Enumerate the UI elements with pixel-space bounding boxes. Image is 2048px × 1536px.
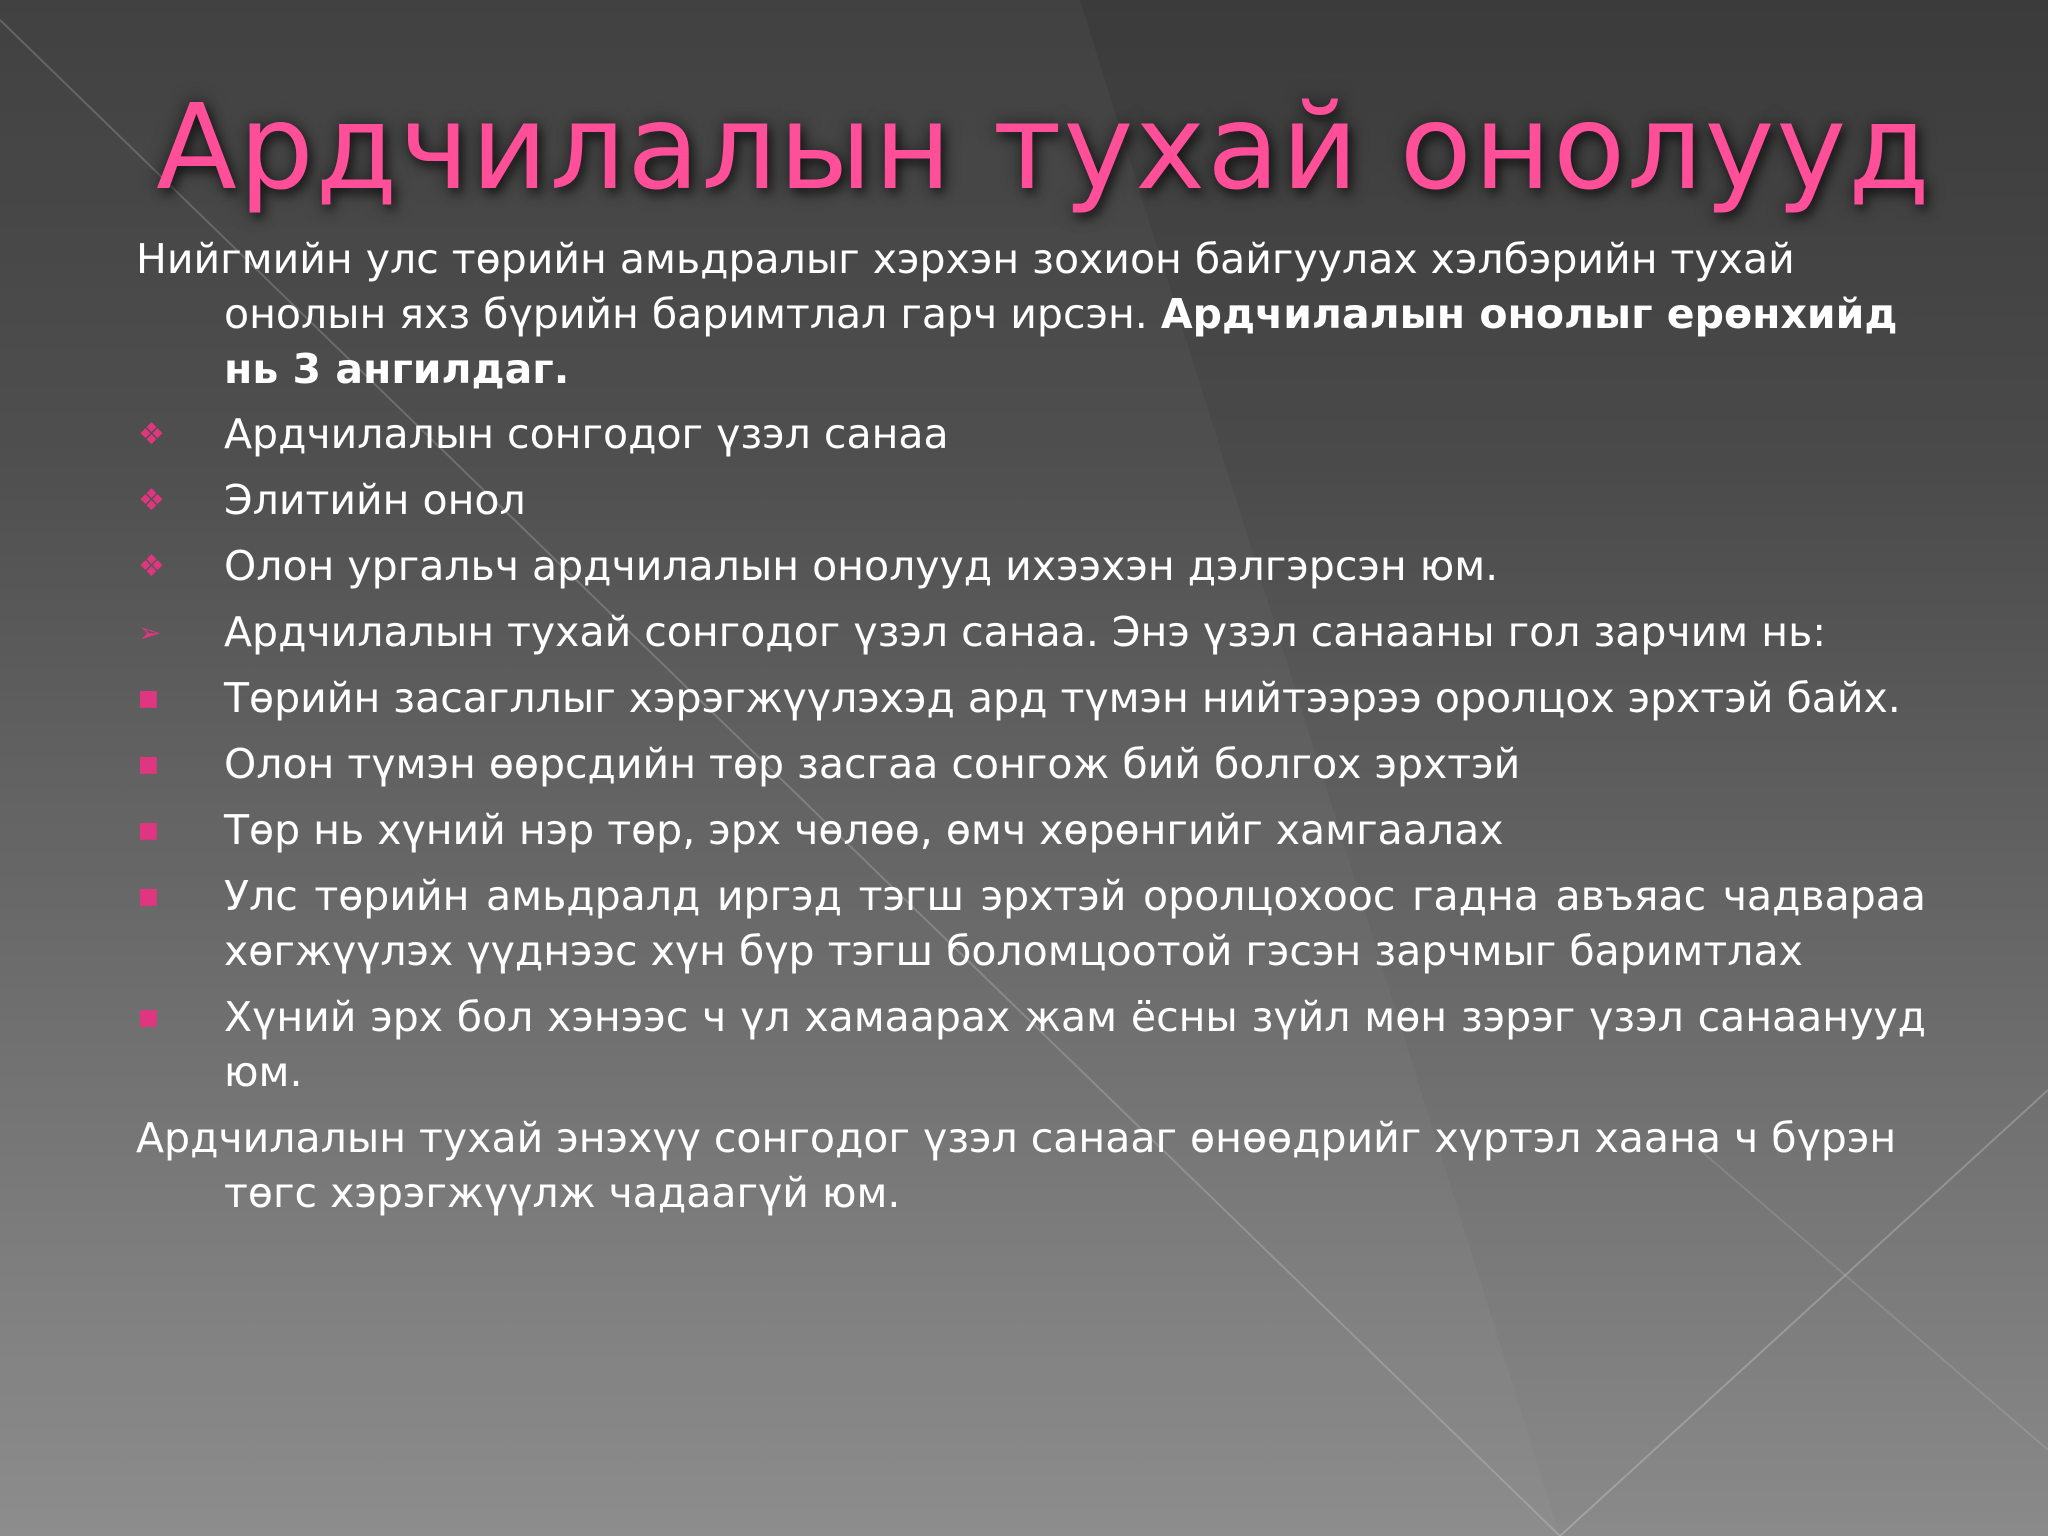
list-item-principle-2 — [136, 737, 1926, 792]
square-icon: ■ — [138, 884, 159, 909]
diamond-flower-icon: ❖ — [138, 483, 165, 518]
diamond-flower-icon: ❖ — [138, 417, 165, 452]
list-item-principle-5 — [136, 990, 1926, 1100]
arrowhead-icon: ➢ — [138, 616, 162, 649]
slide-title: Ардчилалын тухай онолууд — [156, 78, 1932, 216]
list-item-text: Ардчилалын тухай сонгодог үзэл санаа. Энэ үзэл санааны гол зарчим нь: — [224, 608, 1827, 656]
list-item-classical-heading — [136, 605, 1926, 660]
diamond-flower-icon: ❖ — [138, 549, 165, 584]
list-item-text: Төр нь хүний нэр төр, эрх чөлөө, өмч хөрөнгийг хамгаалах — [224, 806, 1504, 854]
list-item-principle-1 — [136, 671, 1926, 726]
slide-body — [136, 232, 1926, 1231]
list-item-text: Олон түмэн өөрсдийн төр засгаа сонгож бий болгох эрхтэй — [224, 740, 1521, 788]
list-item-text: Элитийн онол — [224, 476, 526, 524]
list-item-principle-3 — [136, 803, 1926, 858]
conclusion-paragraph: Ардчилалын тухай энэхүү сонгодог үзэл санааг өнөөдрийг хүртэл хаана ч бүрэн төгс хэрэгжүүлж чадаагүй юм. — [136, 1114, 1897, 1217]
intro-bold-text: Ардчилалын онолыг ерөнхийд нь 3 ангилдаг. — [224, 290, 1898, 393]
square-icon: ■ — [138, 818, 159, 843]
list-item-text: Ардчилалын сонгодог үзэл санаа — [224, 410, 949, 458]
list-item-text: Төрийн засагллыг хэрэгжүүлэхэд ард түмэн нийтээрээ оролцох эрхтэй байх. — [224, 674, 1901, 722]
list-item-theory-2 — [136, 473, 1926, 528]
square-icon: ■ — [138, 1005, 159, 1030]
intro-paragraph — [136, 232, 1926, 397]
square-icon: ■ — [138, 752, 159, 777]
list-item-text: Хүний эрх бол хэнээс ч үл хамаарах жам ёсны зүйл мөн зэрэг үзэл санаанууд юм. — [224, 993, 1926, 1096]
intro-text: Нийгмийн улс төрийн амьдралыг хэрхэн зохион байгуулах хэлбэрийн тухай онолын яхз бүрийн баримтлал гарч ирсэн. — [136, 235, 1795, 338]
square-icon: ■ — [138, 686, 159, 711]
list-item-theory-3 — [136, 539, 1926, 594]
list-item-text: Улс төрийн амьдралд иргэд тэгш эрхтэй оролцохоос гадна авъяас чадвараа хөгжүүлэх үүднээс хүн бүр тэгш боломцоотой гэсэн зарчмыг баримтлах — [224, 872, 1926, 975]
list-item-theory-1 — [136, 407, 1926, 462]
list-item-text: Олон ургальч ардчилалын онолууд ихээхэн дэлгэрсэн юм. — [224, 542, 1499, 590]
list-item-principle-4 — [136, 869, 1926, 979]
